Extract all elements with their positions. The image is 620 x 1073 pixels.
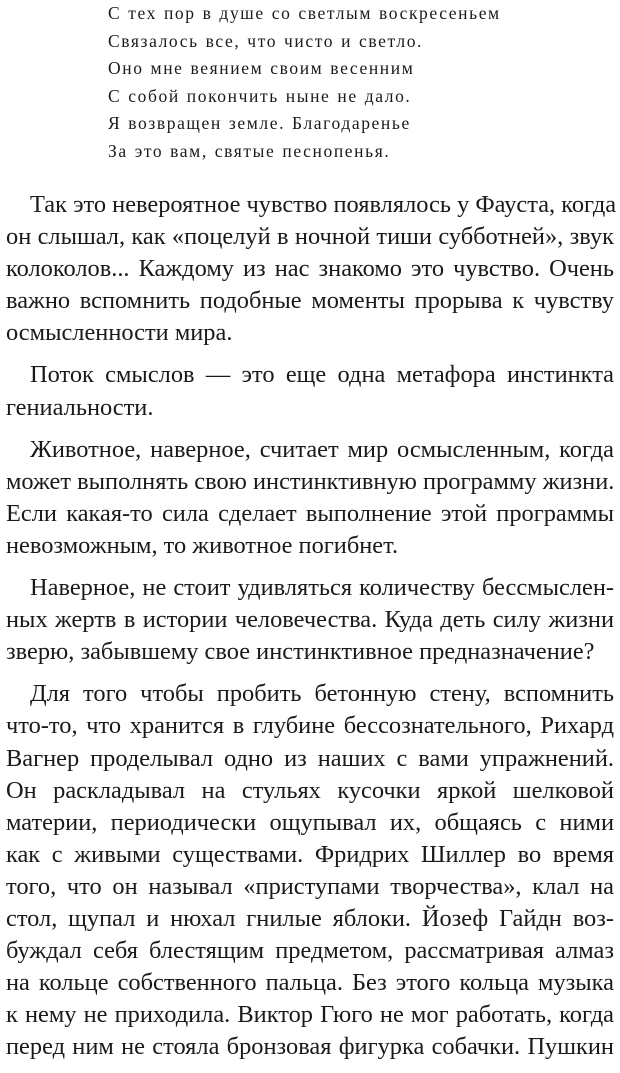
paragraph-artists <box>6 678 614 1063</box>
paragraph-animal <box>6 434 614 562</box>
text-line: Животное, наверное, считает мир осмысленным, когда <box>30 435 614 463</box>
text-line: гениальности. <box>6 393 154 421</box>
text-line: невозможным, то животное погибнет. <box>6 531 399 559</box>
poem-line: С собой покончить ныне не дало. <box>108 85 412 106</box>
text-line: Вагнер проделывал одно из наших с вами упражнений. <box>6 744 614 772</box>
text-line: может выполнять свою инстинктивную программу жизни. <box>6 467 615 495</box>
poem-line: Оно мне веянием своим весенним <box>108 58 415 79</box>
text-line: Так это невероятное чувство появлялось у Фауста, когда <box>30 191 617 218</box>
text-line: колоколов... Каждому из нас знакомо это чувство. Очень <box>6 255 614 283</box>
text-line: Поток смыслов — это еще одна метафора инстинкта <box>30 361 614 389</box>
text-line: к нему не приходила. Виктор Гюго не мог работать, когда <box>6 1001 614 1029</box>
text-line: ных жертв в истории человечества. Куда деть силу жизни <box>6 606 614 634</box>
text-line: материи, периодически ощупывал их, общаясь с ними <box>6 808 614 836</box>
paragraph-stream-of-meanings <box>6 359 614 423</box>
text-line: Наверное, не стоит удивляться количеству бессмыслен- <box>30 574 614 602</box>
text-line: на кольце собственного пальца. Без этого кольца музыка <box>6 969 614 997</box>
poem-excerpt <box>108 2 588 168</box>
text-line: как с живыми существами. Фридрих Шиллер во время <box>6 840 614 868</box>
text-line: важно вспомнить подобные моменты прорыва к чувству <box>6 287 614 315</box>
text-line: зверю, забывшему свое инстинктивное предназначение? <box>6 638 595 666</box>
text-line: он слышал, как «поцелуй в ночной тиши субботней», звук <box>6 223 614 251</box>
text-line: буждал себя блестящим предметом, рассматривая алмаз <box>6 937 614 965</box>
poem-line: За это вам, святые песнопенья. <box>108 140 391 161</box>
text-line: осмысленности мира. <box>6 319 233 347</box>
text-line: Если какая-то сила сделает выполнение этой программы <box>6 499 614 527</box>
text-line: Для того чтобы пробить бетонную стену, вспомнить <box>30 680 614 708</box>
text-line: Он раскладывал на стульях кусочки яркой шелковой <box>6 776 614 804</box>
paragraph-victims <box>6 572 614 668</box>
text-line: перед ним не стояла бронзовая фигурка собачки. Пушкин <box>6 1033 614 1061</box>
text-line: того, что он называл «приступами творчества», клал на <box>6 872 614 900</box>
body-text <box>6 189 617 1073</box>
poem-line: Я возвращен земле. Благодаренье <box>108 113 411 134</box>
paragraph-faust <box>6 189 617 349</box>
text-line: что-то, что хранится в глубине бессознательного, Рихард <box>6 712 614 740</box>
poem-line: Связалось все, что чисто и светло. <box>108 30 424 51</box>
poem-line: С тех пор в душе со светлым воскресеньем <box>108 3 501 23</box>
text-line: стол, щупал и нюхал гнилые яблоки. Йозеф Гайдн воз- <box>6 904 614 932</box>
